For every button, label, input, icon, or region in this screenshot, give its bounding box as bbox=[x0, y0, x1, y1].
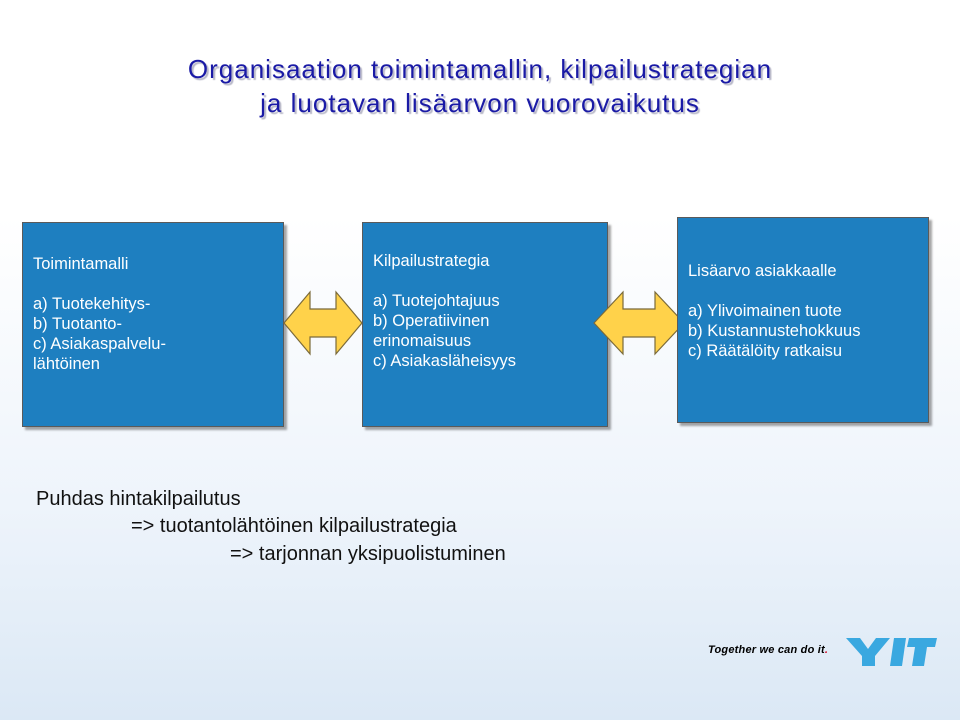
box-line: a) Tuotekehitys- bbox=[33, 295, 151, 313]
box-line: a) Ylivoimainen tuote bbox=[688, 302, 842, 320]
bottom-text-line-1: Puhdas hintakilpailutus bbox=[36, 488, 241, 510]
box-line: c) Asiakaspalvelu- bbox=[33, 335, 166, 353]
title-line-2: ja luotavan lisäarvon vuorovaikutus bbox=[260, 88, 700, 118]
box-heading: Kilpailustrategia bbox=[373, 252, 490, 270]
double-arrow-icon bbox=[593, 290, 685, 356]
logo-tagline: Together we can do it. bbox=[708, 644, 829, 656]
kilpailustrategia-box bbox=[362, 222, 608, 427]
box-line: c) Räätälöity ratkaisu bbox=[688, 342, 843, 360]
lisaarvo-box bbox=[677, 217, 929, 423]
company-logo bbox=[708, 636, 938, 670]
title-line-1: Organisaation toimintamallin, kilpailustrategian bbox=[187, 54, 773, 84]
box-line: erinomaisuus bbox=[373, 332, 472, 350]
box-line: lähtöinen bbox=[33, 355, 100, 373]
box-line: b) Tuotanto- bbox=[33, 315, 122, 333]
box-line: b) Kustannustehokkuus bbox=[688, 322, 861, 340]
box-line: c) Asiakasläheisyys bbox=[373, 352, 517, 370]
box-heading: Toimintamalli bbox=[33, 255, 129, 273]
bottom-text-line-2: => tuotantolähtöinen kilpailustrategia bbox=[131, 515, 457, 537]
bottom-text-line-3: => tarjonnan yksipuolistuminen bbox=[230, 543, 506, 565]
box-line: a) Tuotejohtajuus bbox=[373, 292, 500, 310]
yit-logo-icon bbox=[844, 636, 938, 668]
box-line: b) Operatiivinen bbox=[373, 312, 490, 330]
toimintamalli-box bbox=[22, 222, 284, 427]
double-arrow-icon bbox=[283, 290, 363, 356]
box-heading: Lisäarvo asiakkaalle bbox=[688, 262, 837, 280]
slide-title bbox=[0, 52, 960, 120]
